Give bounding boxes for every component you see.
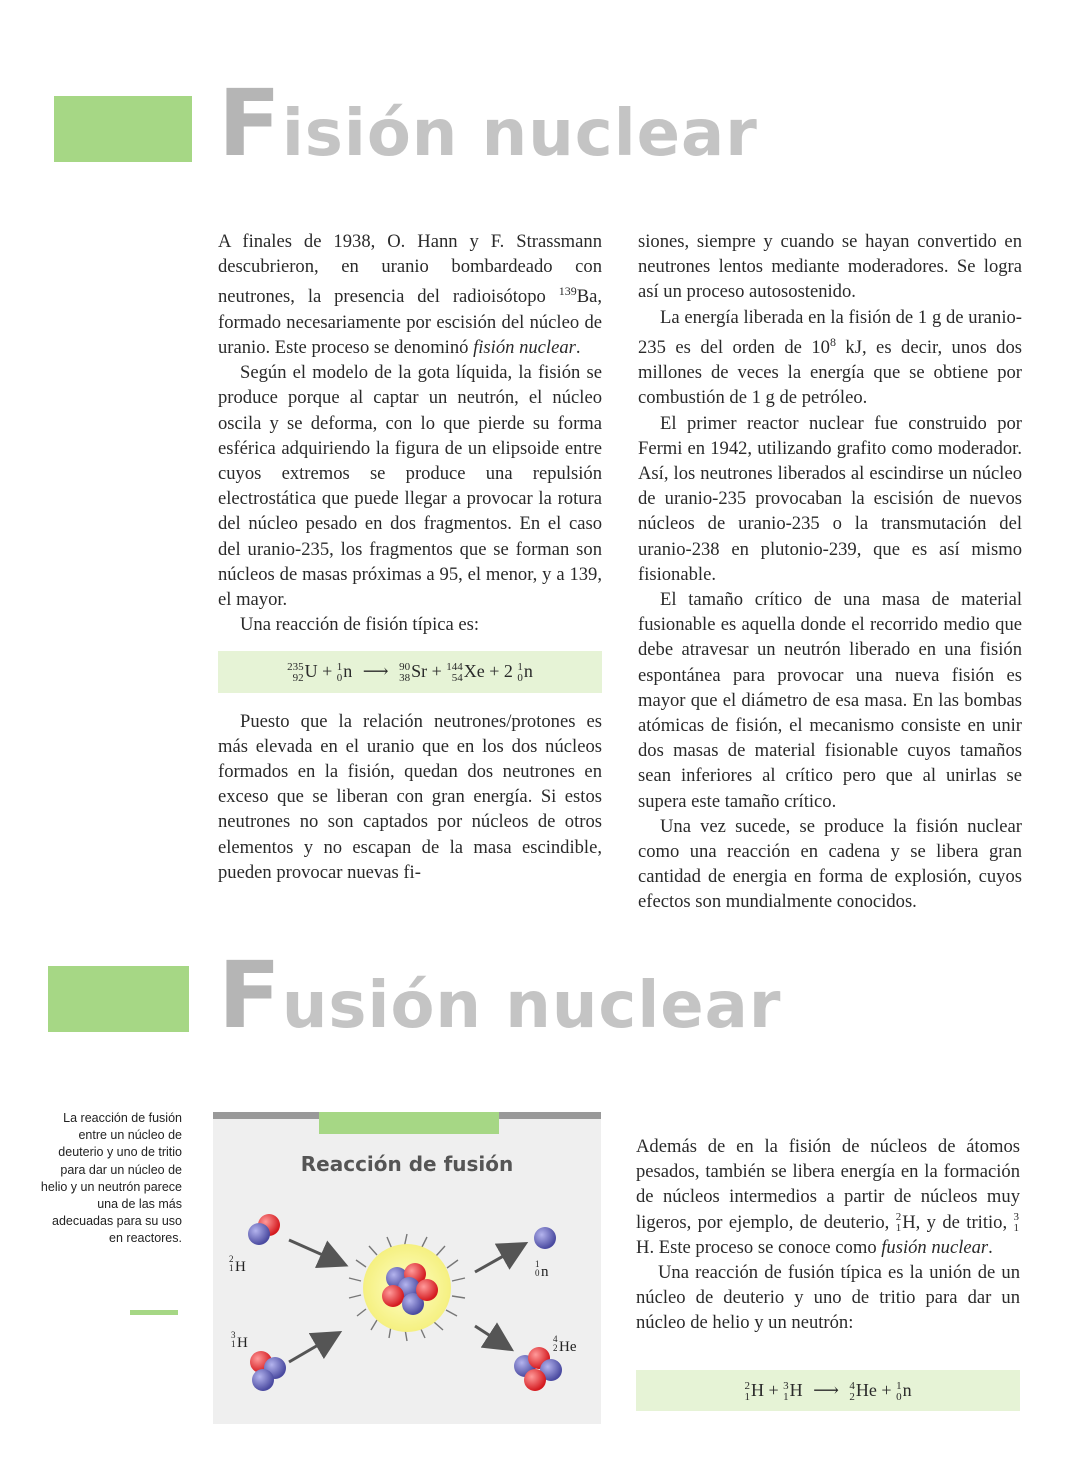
svg-text:2: 2 (229, 1254, 234, 1264)
paragraph: El tamaño crítico de una masa de material fusionable es aquella donde el recorrido medio que debe atravesar un neutrón liberado en una fisión espontánea para provocar una nueva fisión es mayor que el diámetro de esa masa. En las bombas atómicas de fisión, el mecanismo consiste en unir dos masas de material fisionable cuyos tamaños sean inferiores al crítico pero que al unirlas se supera este tamaño crítico. (638, 589, 1022, 812)
caption-accent-bar (130, 1310, 178, 1315)
neutron-icon (534, 1227, 556, 1249)
svg-text:3: 3 (231, 1330, 236, 1340)
helium-nucleus-icon (514, 1347, 562, 1391)
figure-title: Reacción de fusión (300, 1152, 514, 1176)
section-accent-block (54, 96, 192, 162)
arrow-icon (289, 1240, 343, 1264)
paragraph: Puesto que la relación neutrones/protones es más elevada en el uranio que en los dos núcleos formados en la fisión, quedan dos neutrones en exceso que se liberan con gran energía. Si estos neutrones no son captados por núcleos de otros elementos y no escapan de la masa escindible, pueden provocar nuevas fi- (218, 710, 602, 883)
fision-column-right (638, 229, 1022, 915)
arrow-icon (475, 1245, 523, 1272)
svg-text:0: 0 (535, 1268, 540, 1278)
section-heading-fision: Fisión nuclear (218, 70, 758, 177)
fusion-equation: 2 1 H + 3 1 H ⟶ 4 2 He + 1 0 n (636, 1370, 1020, 1411)
paragraph: Una reacción de fusión típica es la unión de un núcleo de deuterio y uno de tritio para dar un núcleo de helio y un neutrón: (636, 1262, 1020, 1334)
section-heading-fusion: Fusión nuclear (218, 942, 782, 1049)
svg-text:2: 2 (553, 1343, 558, 1353)
paragraph: Según el modelo de la gota líquida, la fisión se produce porque al captar un neutrón, el núcleo oscila y se deforma, con lo que pierde su forma esférica adquiriendo la figura de un elipsoide entre cuyos extremos se produce una repulsión electrostática que puede llegar a provocar la rotura del núcleo pesado en dos fragmentos. En el caso del uranio-235, los fragmentos que se forman son núcleos de masas próximas a 95, el menor, y a 139, el mayor. (218, 362, 602, 611)
arrow-icon (289, 1334, 337, 1362)
paragraph: La energía liberada en la fisión de 1 g de uranio-235 es del orden de $10^8$ kJ, es decir, unos dos millones de veces la energía que se obtiene por combustión de 1 g de petróleo. (638, 306, 1022, 409)
tritium-label (231, 1330, 248, 1351)
helium-label (553, 1334, 577, 1355)
section-accent-block (48, 966, 189, 1032)
figure-caption: La reacción de fusión entre un núcleo de deuterio y uno de tritio para dar un núcleo de helio y un neutrón parece una de las más adecuadas para su uso en reactores. (40, 1111, 182, 1246)
svg-text:1: 1 (535, 1259, 540, 1269)
svg-text:n: n (541, 1264, 549, 1280)
svg-text:H: H (235, 1259, 246, 1275)
fision-column-left (218, 229, 602, 885)
deuterium-nucleus-icon (248, 1214, 280, 1245)
svg-text:4: 4 (553, 1334, 558, 1344)
svg-text:He: He (559, 1339, 577, 1355)
svg-text:H: H (237, 1335, 248, 1351)
paragraph: El primer reactor nuclear fue construido por Fermi en 1942, utilizando grafito como moderador. Así, los neutrones liberados al escindirse un núcleo de uranio-235 provocaban la escisión de nuevos núcleos de uranio-235 o la transmutación del uranio-238 en plutonio-239, que es así mismo fisionable. (638, 412, 1022, 585)
svg-text:1: 1 (229, 1263, 234, 1273)
paragraph: siones, siempre y cuando se hayan convertido en neutrones lentos mediante moderadores. Se logra así un proceso autosostenido. (638, 231, 1022, 303)
neutron-label (535, 1259, 549, 1280)
paragraph: Una reacción de fisión típica es: (240, 614, 480, 636)
fusion-figure (213, 1112, 601, 1424)
paragraph: Además de en la fisión de núcleos de átomos pesados, también se libera energía en la formación de núcleos intermedios a partir de núcleos muy ligeros, por ejemplo, de deuterio, 2 1 H, y de tritio, 3 1 H. Este proceso se conoce como fusión nuclear. (636, 1136, 1020, 1258)
fusion-diagram (213, 1112, 601, 1424)
tritium-nucleus-icon (250, 1351, 286, 1391)
paragraph: A finales de 1938, O. Hann y F. Strassmann descubrieron, en uranio bombardeado con neutrones, la presencia del radioisótopo $^{139}$Ba, formado necesariamente por escisión del núcleo de uranio. Este proceso se denominó fisión nuclear. (218, 231, 602, 358)
svg-text:1: 1 (231, 1339, 236, 1349)
deuterium-label (229, 1254, 246, 1275)
arrow-icon (475, 1326, 509, 1348)
paragraph: Una vez sucede, se produce la fisión nuclear como una reacción en cadena y se libera gran cantidad de energia en forma de explosión, cuyos efectos son mundialmente conocidos. (638, 815, 1022, 913)
fission-equation: 235 92 U + 1 0 n ⟶ 90 38 Sr + 144 54 Xe + 2 1 0 n (218, 651, 602, 692)
fusion-column-right (636, 1134, 1020, 1427)
